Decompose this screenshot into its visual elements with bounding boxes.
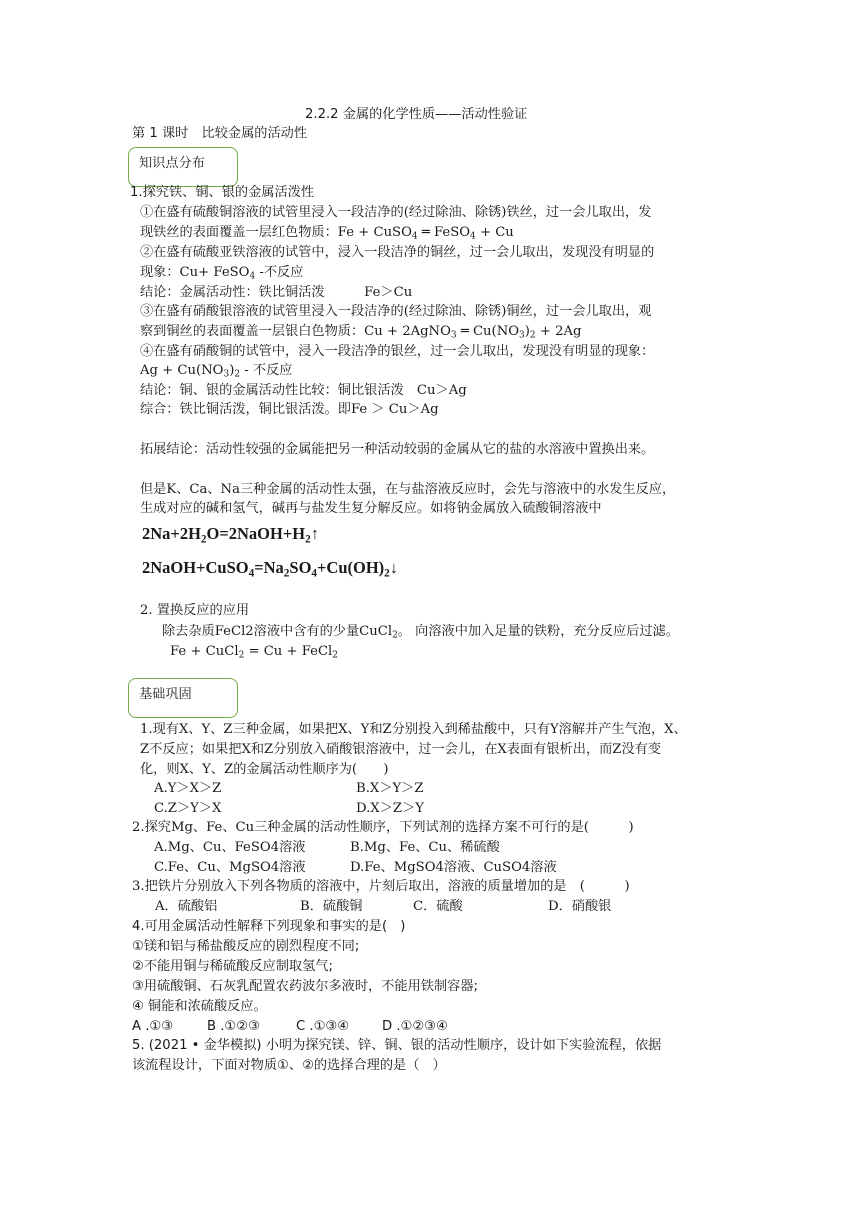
q4-option-d: D .①②③④ bbox=[382, 1019, 448, 1034]
q2-option-c: C.Fe、Cu、MgSO4溶液 bbox=[154, 860, 306, 875]
sodium-note-line-1: 但是K、Ca、Na三种金属的活动性太强，在与盐溶液反应时，会先与溶液中的水发生反应， bbox=[140, 482, 676, 497]
q4-statement-4: ④ 铜能和浓硫酸反应。 bbox=[132, 999, 267, 1014]
conclusion-2: 结论：铜、银的金属活动性比较：铜比银活泼 Cu＞Ag bbox=[140, 383, 467, 398]
q4-statement-1: ①镁和铝与稀盐酸反应的剧烈程度不同; bbox=[132, 939, 360, 954]
section-box-knowledge-label: 知识点分布 bbox=[139, 156, 205, 171]
q1-line-1: 1.现有X、Y、Z三种金属，如果把X、Y和Z分别投入到稀盐酸中，只有Y溶解并产生气泡，X、 bbox=[140, 722, 687, 737]
q1-option-d: D.X＞Z＞Y bbox=[356, 801, 424, 816]
q1-option-c: C.Z＞Y＞X bbox=[154, 801, 222, 816]
q4-option-a: A .①③ bbox=[132, 1019, 174, 1034]
para-2-line-2: 现象：Cu+ FeSO$_4$ -不反应 bbox=[140, 265, 304, 282]
item1-title: 1.探究铁、铜、银的金属活泼性 bbox=[130, 185, 315, 200]
q3-option-a: A．硫酸铝 bbox=[155, 899, 218, 914]
item2-line-2: Fe + CuCl$_2$ = Cu + FeCl$_2$ bbox=[170, 644, 338, 661]
q4-statement-3: ③用硫酸铜、石灰乳配置农药波尔多液时，不能用铁制容器; bbox=[132, 979, 478, 994]
q2-stem: 2.探究Mg、Fe、Cu三种金属的活动性顺序，下列试剂的选择方案不可行的是( ) bbox=[132, 820, 634, 835]
lesson-subtitle: 第 1 课时 比较金属的活动性 bbox=[132, 126, 308, 141]
section-box-knowledge bbox=[128, 147, 238, 187]
para-2-line-1: ②在盛有硫酸亚铁溶液的试管中，浸入一段洁净的铜丝，过一会儿取出，发现没有明显的 bbox=[140, 245, 655, 260]
q4-option-b: B .①②③ bbox=[207, 1019, 260, 1034]
q2-option-d: D.Fe、MgSO4溶液、CuSO4溶液 bbox=[350, 860, 557, 875]
para-4-line-1: ④在盛有硝酸铜的试管中，浸入一段洁净的银丝，过一会儿取出，发现没有明显的现象： bbox=[140, 344, 655, 359]
q3-stem: 3.把铁片分别放入下列各物质的溶液中，片刻后取出，溶液的质量增加的是 ( ) bbox=[132, 879, 630, 894]
extended-conclusion: 拓展结论：活动性较强的金属能把另一种活动较弱的金属从它的盐的水溶液中置换出来。 bbox=[140, 442, 655, 457]
q1-option-b: B.X＞Y＞Z bbox=[356, 781, 424, 796]
para-3-line-2: 察到铜丝的表面覆盖一层银白色物质：Cu + 2AgNO$_3$ ═ $Cu(NO_3)_2 + 2Ag$ bbox=[140, 324, 582, 341]
equation-1: $2Na+2H_2O=2NaOH+H_2↑$ bbox=[142, 524, 319, 546]
section-box-basics-label: 基础巩固 bbox=[139, 687, 192, 702]
para-1-line-1: ①在盛有硫酸铜溶液的试管里浸入一段洁净的(经过除油、除锈)铁丝，过一会儿取出，发 bbox=[140, 205, 652, 220]
item2-line-1: 除去杂质FeCl2溶液中含有的少量CuCl$_2$。 向溶液中加入足量的铁粉，充分反应后过滤。 bbox=[162, 624, 679, 641]
q3-option-b: B．硫酸铜 bbox=[300, 899, 363, 914]
conclusion-3: 综合：铁比铜活泼，铜比银活泼。即Fe ＞ Cu＞Ag bbox=[140, 402, 439, 417]
para-1-line-2: 现铁丝的表面覆盖一层红色物质：Fe + CuSO$_4$ ═ FeSO$_4$ + Cu bbox=[140, 225, 514, 242]
q2-option-b: B.Mg、Fe、Cu、稀硫酸 bbox=[350, 840, 500, 855]
sodium-note-line-2: 生成对应的碱和氢气，碱再与盐发生复分解反应。如将钠金属放入硫酸铜溶液中 bbox=[140, 501, 602, 516]
q2-option-a: A.Mg、Cu、FeSO4溶液 bbox=[154, 840, 306, 855]
q4-stem: 4.可用金属活动性解释下列现象和事实的是( ) bbox=[132, 919, 406, 934]
q4-statement-2: ②不能用铜与稀硫酸反应制取氢气; bbox=[132, 959, 333, 974]
para-4-line-2: $Ag + Cu(NO_3)_2$ - 不反应 bbox=[140, 363, 293, 380]
q1-line-2: Z不反应；如果把X和Z分别放入硝酸银溶液中，过一会儿，在X表面有银析出，而Z没有变 bbox=[140, 742, 662, 757]
para-3-line-1: ③在盛有硝酸银溶液的试管里浸入一段洁净的(经过除油、除锈)铜丝，过一会儿取出，观 bbox=[140, 304, 652, 319]
q4-option-c: C .①③④ bbox=[296, 1019, 350, 1034]
conclusion-1: 结论：金属活动性：铁比铜活泼 Fe＞Cu bbox=[140, 285, 413, 300]
item2-title: 2. 置换反应的应用 bbox=[140, 603, 250, 618]
q3-option-d: D．硝酸银 bbox=[548, 899, 612, 914]
q3-option-c: C．硫酸 bbox=[413, 899, 463, 914]
equation-2: $2NaOH+CuSO_4=Na_2SO_4+Cu(OH)_2↓$ bbox=[142, 558, 399, 580]
document-title: 2.2.2 金属的化学性质——活动性验证 bbox=[305, 107, 528, 122]
q5-line-1: 5. (2021 • 金华模拟) 小明为探究镁、锌、铜、银的活动性顺序，设计如下实验流程，依据 bbox=[132, 1038, 662, 1053]
q5-line-2: 该流程设计，下面对物质①、②的选择合理的是（ ） bbox=[132, 1058, 446, 1073]
q1-option-a: A.Y＞X＞Z bbox=[154, 781, 222, 796]
q1-line-3: 化，则X、Y、Z的金属活动性顺序为( ) bbox=[140, 762, 389, 777]
section-box-basics bbox=[128, 678, 238, 718]
